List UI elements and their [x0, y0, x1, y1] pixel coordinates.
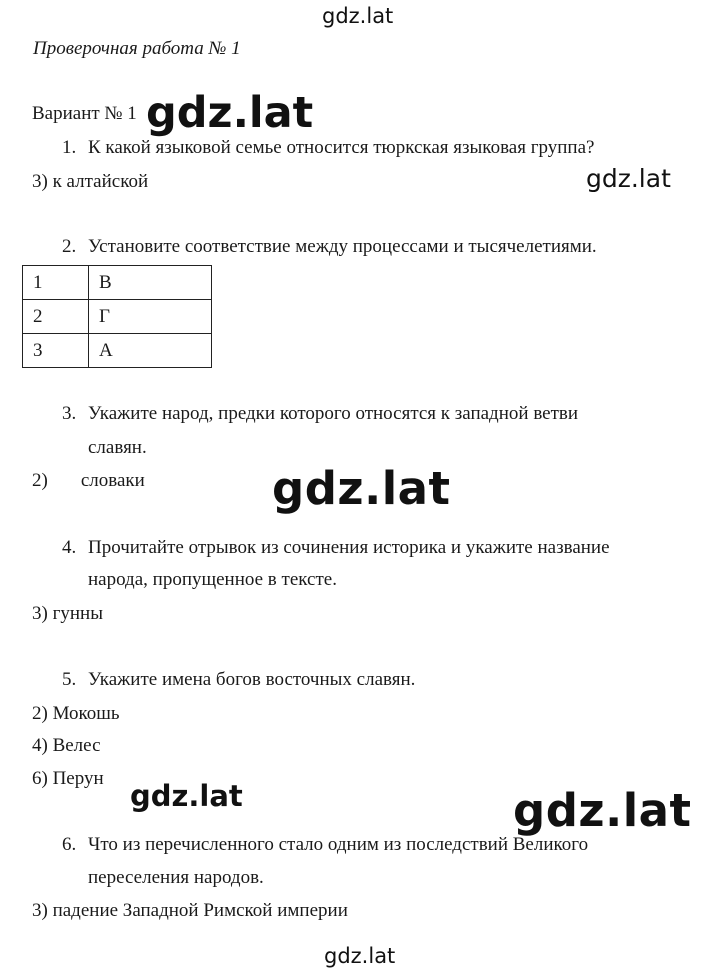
- question-1: [62, 137, 594, 159]
- question-3: [62, 403, 578, 425]
- answer-5a: 2) Мокошь: [32, 703, 120, 724]
- question-text-line1: Прочитайте отрывок из сочинения историка и укажите название: [88, 537, 610, 558]
- table-cell-letter: Г: [89, 300, 212, 334]
- answer-text: словаки: [80, 470, 145, 491]
- question-text: К какой языковой семье относится тюркская языковая группа?: [88, 137, 595, 158]
- table-cell-letter: А: [89, 334, 212, 368]
- question-text-line1: Укажите народ, предки которого относятся к западной ветви: [88, 403, 579, 424]
- table-cell-number: 1: [23, 266, 89, 300]
- watermark-top: gdz.lat: [322, 4, 394, 28]
- answer-5b: 4) Велес: [32, 735, 101, 756]
- answer-4: 3) гунны: [32, 603, 103, 624]
- answer-5c: 6) Перун: [32, 768, 104, 789]
- variant-label: Вариант № 1: [32, 103, 137, 124]
- answer-1: 3) к алтайской: [32, 171, 149, 192]
- question-number: 4.: [62, 537, 77, 558]
- watermark-center: gdz.lat: [272, 462, 451, 515]
- table-row: [23, 334, 212, 368]
- match-table: [22, 265, 212, 368]
- table-row: [23, 266, 212, 300]
- table-cell-number: 2: [23, 300, 89, 334]
- question-4-line2: народа, пропущенное в тексте.: [88, 569, 337, 590]
- answer-3: [32, 470, 145, 492]
- question-text: Установите соответствие между процессами и тысячелетиями.: [88, 236, 597, 257]
- question-number: 6.: [62, 834, 77, 855]
- question-number: 5.: [62, 669, 77, 690]
- page-title: Проверочная работа № 1: [33, 38, 241, 59]
- question-text-line1: Что из перечисленного стало одним из последствий Великого: [88, 834, 589, 855]
- watermark-left-q5: gdz.lat: [130, 779, 243, 813]
- question-6-line2: переселения народов.: [88, 867, 264, 888]
- question-number: 2.: [62, 236, 77, 257]
- watermark-right-q5: gdz.lat: [510, 784, 695, 837]
- watermark-right-q1: gdz.lat: [586, 164, 671, 193]
- table-cell-letter: В: [89, 266, 212, 300]
- question-6: [62, 834, 701, 856]
- answer-6: 3) падение Западной Римской империи: [32, 900, 348, 921]
- question-number: 1.: [62, 137, 77, 158]
- question-number: 3.: [62, 403, 77, 424]
- watermark-variant: gdz.lat: [146, 88, 314, 138]
- table-row: [23, 300, 212, 334]
- table-cell-number: 3: [23, 334, 89, 368]
- answer-number: 2): [32, 470, 48, 491]
- watermark-bottom: gdz.lat: [324, 944, 396, 968]
- question-2: [62, 236, 597, 258]
- question-4: [62, 537, 610, 559]
- question-5: [62, 669, 415, 691]
- question-3-line2: славян.: [88, 437, 147, 458]
- question-text: Укажите имена богов восточных славян.: [88, 669, 416, 690]
